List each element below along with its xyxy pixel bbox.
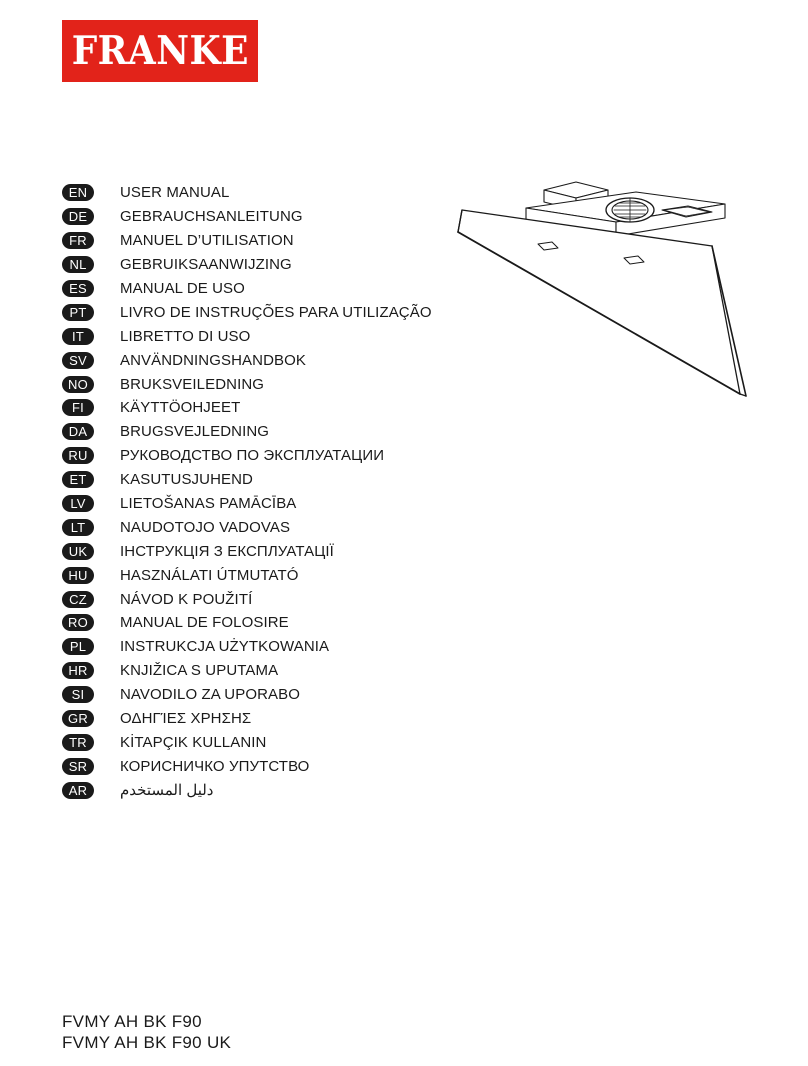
language-row: [62, 468, 462, 492]
language-row: [62, 683, 462, 707]
manual-title: РУКОВОДСТВО ПО ЭКСПЛУАТАЦИИ: [120, 447, 385, 465]
language-code-badge: CZ: [62, 591, 94, 608]
manual-title: LIBRETTO DI USO: [120, 327, 251, 345]
language-row: [62, 659, 462, 683]
language-code-badge: SI: [62, 686, 94, 703]
manual-title: BRUKSVEILEDNING: [120, 375, 265, 393]
manual-title: INSTRUKCJA UŻYTKOWANIA: [120, 638, 330, 656]
manual-title: KASUTUSJUHEND: [120, 471, 253, 489]
language-row: [62, 348, 462, 372]
model-name: FVMY AH BK F90: [62, 1012, 202, 1031]
language-code-badge: DA: [62, 423, 94, 440]
language-code-badge: DE: [62, 208, 94, 225]
manual-title: BRUGSVEJLEDNING: [120, 423, 270, 441]
language-row: [62, 420, 462, 444]
language-code-badge: TR: [62, 734, 94, 751]
cooker-hood-illustration: [440, 170, 760, 410]
language-row: [62, 324, 462, 348]
language-code-badge: SV: [62, 352, 94, 369]
glass-panel: [458, 210, 746, 396]
language-row: [62, 492, 462, 516]
language-row: [62, 372, 462, 396]
language-row: [62, 611, 462, 635]
manual-title: KİTAPÇIK KULLANIN: [120, 733, 267, 751]
language-row: [62, 277, 462, 301]
language-row: [62, 730, 462, 754]
language-row: [62, 515, 462, 539]
language-row: [62, 635, 462, 659]
language-code-badge: LT: [62, 519, 94, 536]
manual-title: MANUEL D’UTILISATION: [120, 232, 294, 250]
model-name-uk: FVMY AH BK F90 UK: [62, 1033, 232, 1052]
language-row: [62, 229, 462, 253]
language-code-badge: ES: [62, 280, 94, 297]
manual-title: ΟΔΗΓΊΕΣ ΧΡΗΣΗΣ: [120, 710, 252, 728]
manual-title: MANUAL DE USO: [120, 280, 245, 297]
manual-title: КОРИСНИЧКО УПУТСТВО: [120, 757, 310, 775]
manual-title: KNJIŽICA S UPUTAMA: [120, 662, 279, 680]
language-row: [62, 707, 462, 731]
language-code-badge: ET: [62, 471, 94, 488]
manual-title: HASZNÁLATI ÚTMUTATÓ: [120, 566, 299, 584]
manual-title: MANUAL DE FOLOSIRE: [120, 614, 289, 632]
manual-title: ІНСТРУКЦІЯ З ЕКСПЛУАТАЦІЇ: [120, 542, 334, 560]
language-code-badge: RO: [62, 614, 94, 631]
language-code-badge: GR: [62, 710, 94, 727]
language-code-badge: HU: [62, 567, 94, 584]
language-row: [62, 181, 462, 205]
language-code-badge: UK: [62, 543, 94, 560]
language-row: [62, 396, 462, 420]
model-block: [62, 1011, 231, 1053]
franke-logo: [62, 20, 258, 82]
language-code-badge: FR: [62, 232, 94, 249]
manual-title: GEBRAUCHSANLEITUNG: [120, 208, 303, 226]
language-code-badge: AR: [62, 782, 94, 799]
manual-title: NAVODILO ZA UPORABO: [120, 686, 300, 704]
language-code-badge: PT: [62, 304, 94, 321]
language-code-badge: RU: [62, 447, 94, 464]
manual-title: ANVÄNDNINGSHANDBOK: [120, 351, 306, 369]
language-row: [62, 205, 462, 229]
language-code-badge: HR: [62, 662, 94, 679]
language-row: [62, 300, 462, 324]
language-list: [62, 181, 462, 802]
manual-title: LIETOŠANAS PAMĀCĪBA: [120, 495, 297, 513]
language-row: [62, 563, 462, 587]
language-code-badge: EN: [62, 184, 94, 201]
language-code-badge: IT: [62, 328, 94, 345]
language-row: [62, 754, 462, 778]
language-code-badge: LV: [62, 495, 94, 512]
manual-title: NAUDOTOJO VADOVAS: [120, 518, 291, 536]
manual-title: USER MANUAL: [120, 184, 230, 202]
manual-title: LIVRO DE INSTRUÇÕES PARA UTILIZAÇÃO: [120, 303, 432, 321]
manual-title: GEBRUIKSAANWIJZING: [120, 256, 292, 274]
language-row: [62, 444, 462, 468]
manual-title: دليل المستخدم: [120, 782, 214, 800]
brand-name: FRANKE: [71, 27, 249, 74]
language-row: [62, 587, 462, 611]
language-row: [62, 778, 462, 802]
language-code-badge: NO: [62, 376, 94, 393]
language-row: [62, 539, 462, 563]
language-code-badge: PL: [62, 638, 94, 655]
language-code-badge: FI: [62, 399, 94, 416]
manual-title: KÄYTTÖOHJEET: [120, 399, 241, 417]
language-code-badge: SR: [62, 758, 94, 775]
manual-title: NÁVOD K POUŽITÍ: [120, 590, 253, 608]
language-code-badge: NL: [62, 256, 94, 273]
language-row: [62, 253, 462, 277]
